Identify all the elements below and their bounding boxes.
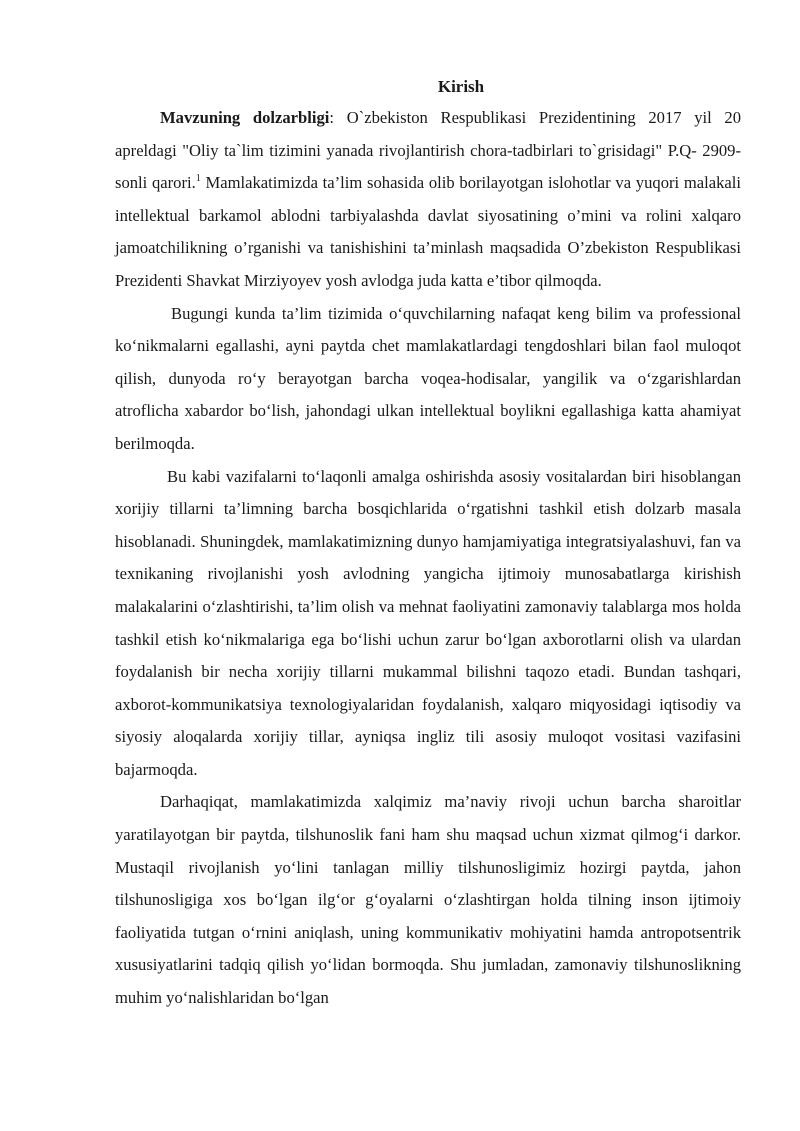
page-title: Kirish [437,77,485,96]
document-page [115,72,741,1015]
relevance-text: O`zbekiston Respublikasi Prezidentining 2017 yil 20 apreldagi "Oliy ta`lim tizimini yanada rivojlantirish chora-tadbirlari to`grisidagi" P.Q- 2909-sonli qarori. [115,108,742,193]
paragraph-2: Bugungi kunda ta’lim tizimida o‘quvchilarning nafaqat keng bilim va professional ko‘nikmalarni egallashi, ayni paytda chet mamlakatlardagi tengdoshlari bilan faol muloqot qilish, dunyoda ro‘y berayotgan barcha voqea-hodisalar, yangilik va o‘zgarishlardan atroflicha xabardor bo‘lish, jahondagi ulkan intellektual boylikni egallashiga katta ahamiyat berilmoqda. [115,303,741,453]
relevance-separator: : [329,108,347,127]
footnote-mark: 1 [195,173,201,185]
paragraph-relevance [115,102,741,298]
paragraph-3: Bu kabi vazifalarni to‘laqonli amalga oshirishda asosiy vositalardan biri hisoblangan xorijiy tillarni ta’limning barcha bosqichlarida o‘rgatishni tashkil etish dolzarb masala hisoblanadi. Shuningdek, mamlakatimizning dunyo hamjamiyatiga integratsiyalashuvi, fan va texnikaning rivojlanishi yosh avlodning yangicha ijtimoiy munosabatlarga kirishish malakalarini o‘zlashtirishi, ta’lim olish va mehnat faoliyatini zamonaviy talablarga mos holda tashkil etish ko‘nikmalariga ega bo‘lishi uchun zarur bo‘lgan axborotlarni olish va ulardan foydalanish bir necha xorijiy tillarni mukammal bilishni taqozo etadi. Bundan tashqari, axborot-kommunikatsiya texnologiyalaridan foydalanish, xalqaro miqyosidagi iqtisodiy va siyosiy aloqalarda xorijiy tillar, ayniqsa ingliz tili asosiy muloqot vositasi vazifasini bajarmoqda. [115,466,741,779]
relevance-heading: Mavzuning dolzarbligi [160,108,330,127]
relevance-text-continued: Mamlakatimizda ta’lim sohasida olib borilayotgan islohotlar va yuqori malakali intellektual barkamol ablodni tarbiyalashda davlat siyosatining o’mini va rolini xalqaro jamoatchilikning o’rganishi va tanishishini ta’minlash maqsadida O’zbekiston Respublikasi Prezidenti Shavkat Mirziyoyev yosh avlodga juda katta e’tibor qilmoqda. [115,173,741,290]
paragraph-4: Darhaqiqat, mamlakatimizda xalqimiz ma’naviy rivoji uchun barcha sharoitlar yaratilayotgan bir paytda, tilshunoslik fani ham shu maqsad uchun xizmat qilmog‘i darkor. Mustaqil rivojlanish yo‘lini tanlagan milliy tilshunosligimiz hozirgi paytda, jahon tilshunosligiga xos bo‘lgan ilg‘or g‘oyalarni o‘zlashtirgan holda tilning inson ijtimoiy faoliyatida tutgan o‘rnini aniqlash, uning kommunikativ mohiyatini hamda antropotsentrik xususiyatlarini tadqiq qilish yo‘lidan bormoqda. Shu jumladan, zamonaviy tilshunoslikning muhim yo‘nalishlaridan bo‘lgan [115,792,741,1008]
